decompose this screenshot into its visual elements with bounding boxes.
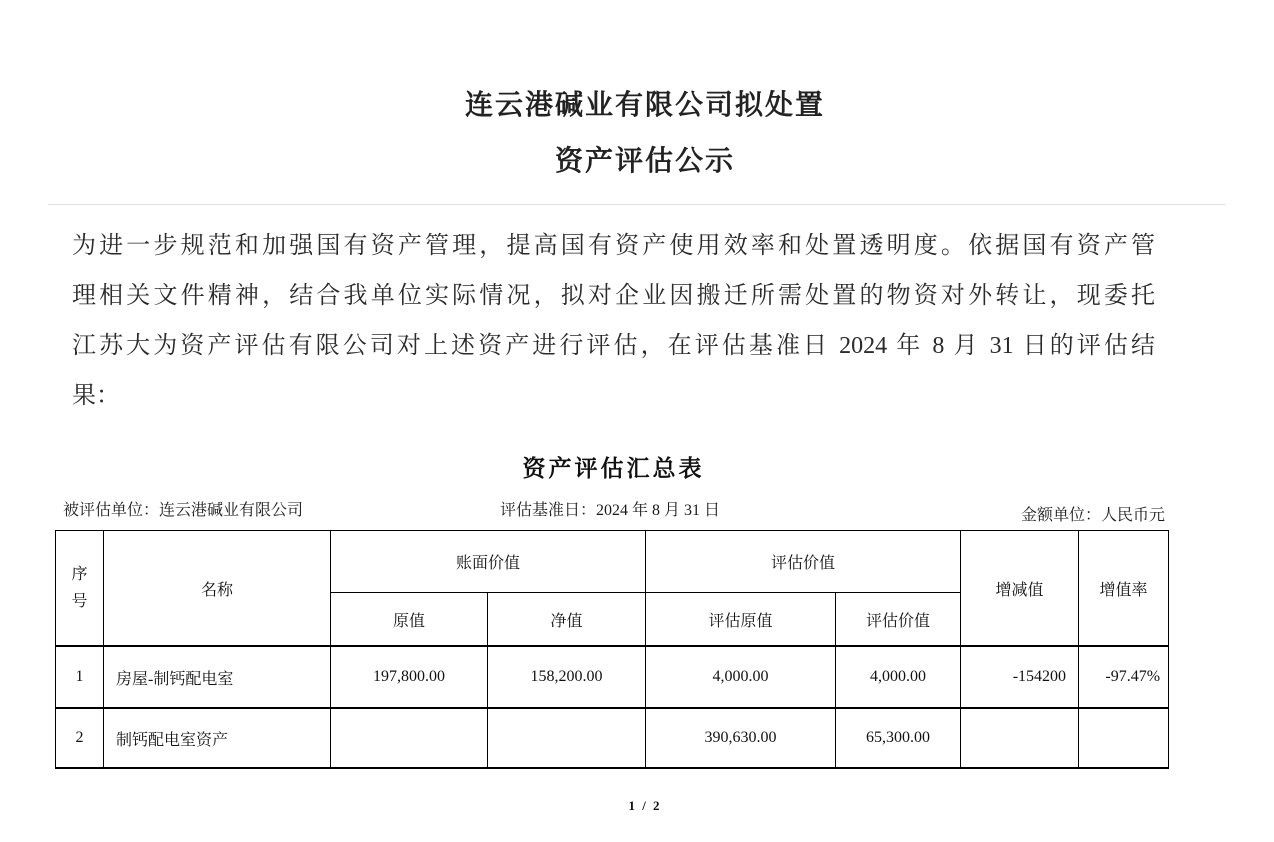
- cell-name: 房屋-制钙配电室: [104, 646, 331, 708]
- paragraph-line: 为进一步规范和加强国有资产管理，提高国有资产使用效率和处置透明度。依据国有资产管: [72, 233, 1155, 259]
- cell-original-value: [331, 708, 488, 768]
- cell-change: -154200: [961, 646, 1079, 708]
- summary-table-title: 资产评估汇总表: [522, 456, 705, 481]
- header-net-value: 净值: [488, 593, 646, 647]
- cell-appraised-original: 4,000.00: [646, 646, 836, 708]
- cell-appraised-original: 390,630.00: [646, 708, 836, 768]
- document-title-line1: 连云港碱业有限公司拟处置: [464, 90, 825, 121]
- cell-change-rate: -97.47%: [1079, 646, 1169, 708]
- paragraph-line: 理相关文件精神，结合我单位实际情况，拟对企业因搬迁所需处置的物资对外转让，现委托: [72, 283, 1155, 309]
- intro-paragraph: [72, 221, 1155, 421]
- cell-appraised-value: 65,300.00: [836, 708, 961, 768]
- evaluated-entity-label: 被评估单位：连云港碱业有限公司: [63, 502, 304, 519]
- cell-net-value: 158,200.00: [488, 646, 646, 708]
- cell-net-value: [488, 708, 646, 768]
- header-appraised-value: 评估价值: [836, 593, 961, 647]
- header-appraised-original: 评估原值: [646, 593, 836, 647]
- cell-original-value: 197,800.00: [331, 646, 488, 708]
- currency-unit-label: 金额单位：人民币元: [1020, 507, 1165, 524]
- cell-change: [961, 708, 1079, 768]
- horizontal-divider: [48, 204, 1226, 205]
- cell-seq: 1: [56, 646, 104, 708]
- header-name: 名称: [104, 531, 331, 647]
- header-book-value-group: 账面价值: [331, 531, 646, 593]
- cell-appraised-value: 4,000.00: [836, 646, 961, 708]
- cell-name: 制钙配电室资产: [104, 708, 331, 768]
- table-meta-row: [63, 497, 1165, 523]
- table-row: [56, 646, 1169, 708]
- table-row: [56, 708, 1169, 768]
- asset-summary-table: [55, 530, 1169, 769]
- page-number: 1 / 2: [628, 798, 662, 813]
- paragraph-line: 果：: [72, 383, 120, 409]
- header-change: 增减值: [961, 531, 1079, 647]
- document-title-line2: 资产评估公示: [554, 146, 735, 177]
- paragraph-line: 江苏大为资产评估有限公司对上述资产进行评估，在评估基准日 2024 年 8 月 31 日的评估结: [72, 333, 1155, 359]
- header-appraisal-group: 评估价值: [646, 531, 961, 593]
- header-original-value: 原值: [331, 593, 488, 647]
- cell-change-rate: [1079, 708, 1169, 768]
- cell-seq: 2: [56, 708, 104, 768]
- header-seq: [56, 531, 104, 647]
- header-seq-label: 序号: [71, 566, 88, 610]
- base-date-label: 评估基准日：2024 年 8 月 31 日: [500, 502, 721, 519]
- header-change-rate: 增值率: [1079, 531, 1169, 647]
